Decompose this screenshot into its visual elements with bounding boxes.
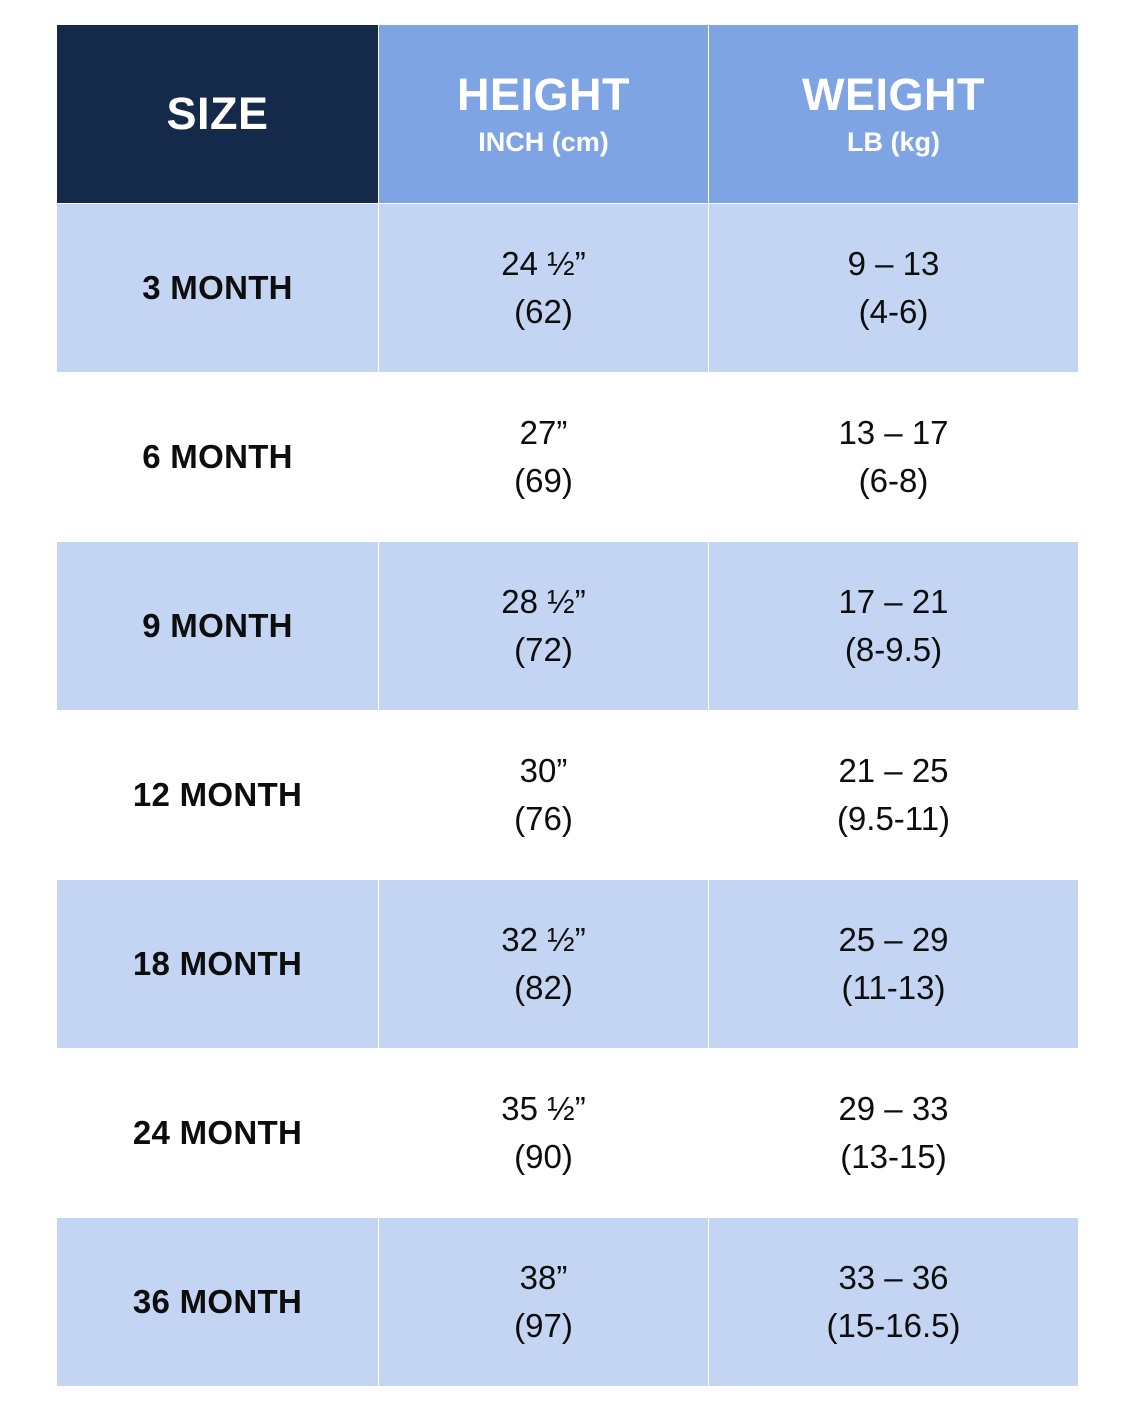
row-weight-lb: 13 – 17 [838, 414, 949, 452]
row-size-label: 12 MONTH [57, 711, 379, 880]
row-weight-lb: 21 – 25 [838, 752, 949, 790]
row-height-cm: (82) [514, 969, 573, 1006]
row-height-cm: (62) [514, 293, 573, 330]
table-header [57, 25, 1079, 204]
table-row [57, 1049, 1079, 1218]
row-height-inch: 32 ½” [501, 921, 586, 959]
table-row [57, 542, 1079, 711]
row-height-value [379, 373, 709, 542]
row-weight-value [709, 880, 1079, 1049]
row-weight-lb: 25 – 29 [838, 921, 949, 959]
row-weight-kg: (9.5-11) [836, 800, 951, 837]
column-header-weight-main: WEIGHT [802, 69, 985, 121]
row-weight-lb: 9 – 13 [847, 245, 940, 283]
row-height-value [379, 1049, 709, 1218]
row-height-value [379, 542, 709, 711]
row-weight-value [709, 1049, 1079, 1218]
row-height-cm: (72) [514, 631, 573, 668]
row-height-inch: 27” [519, 414, 568, 452]
column-header-size [57, 25, 379, 204]
row-weight-lb: 17 – 21 [838, 583, 949, 621]
row-weight-value [709, 1218, 1079, 1387]
size-chart-table [56, 24, 1079, 1387]
row-weight-value [709, 373, 1079, 542]
table-body [57, 204, 1079, 1387]
row-weight-kg: (11-13) [841, 969, 946, 1006]
column-header-weight [709, 25, 1079, 204]
row-weight-kg: (8-9.5) [844, 631, 943, 668]
row-weight-lb: 33 – 36 [838, 1259, 949, 1297]
row-size-label: 36 MONTH [57, 1218, 379, 1387]
column-header-weight-sub: LB (kg) [847, 127, 940, 158]
row-height-value [379, 880, 709, 1049]
row-height-inch: 28 ½” [501, 583, 586, 621]
row-weight-kg: (13-15) [840, 1138, 947, 1175]
row-height-inch: 24 ½” [501, 245, 586, 283]
row-size-label: 3 MONTH [57, 204, 379, 373]
row-weight-value [709, 711, 1079, 880]
row-weight-kg: (4-6) [858, 293, 929, 330]
header-row [57, 25, 1079, 204]
row-height-value [379, 1218, 709, 1387]
row-size-label: 18 MONTH [57, 880, 379, 1049]
table-row [57, 880, 1079, 1049]
row-weight-value [709, 204, 1079, 373]
row-size-label: 6 MONTH [57, 373, 379, 542]
row-size-label: 9 MONTH [57, 542, 379, 711]
table-row [57, 373, 1079, 542]
row-weight-kg: (15-16.5) [826, 1307, 961, 1344]
row-height-cm: (97) [514, 1307, 573, 1344]
row-height-value [379, 711, 709, 880]
row-height-cm: (69) [514, 462, 573, 499]
table-row [57, 204, 1079, 373]
row-height-inch: 35 ½” [501, 1090, 586, 1128]
table-row [57, 1218, 1079, 1387]
row-weight-value [709, 542, 1079, 711]
column-header-size-main: SIZE [166, 88, 269, 140]
row-height-cm: (76) [514, 800, 573, 837]
row-size-label: 24 MONTH [57, 1049, 379, 1218]
table-row [57, 711, 1079, 880]
column-header-height [379, 25, 709, 204]
row-height-inch: 38” [519, 1259, 568, 1297]
row-height-inch: 30” [519, 752, 568, 790]
row-height-cm: (90) [514, 1138, 573, 1175]
row-weight-lb: 29 – 33 [838, 1090, 949, 1128]
row-weight-kg: (6-8) [858, 462, 929, 499]
column-header-height-sub: INCH (cm) [478, 127, 609, 158]
column-header-height-main: HEIGHT [456, 69, 630, 121]
row-height-value [379, 204, 709, 373]
